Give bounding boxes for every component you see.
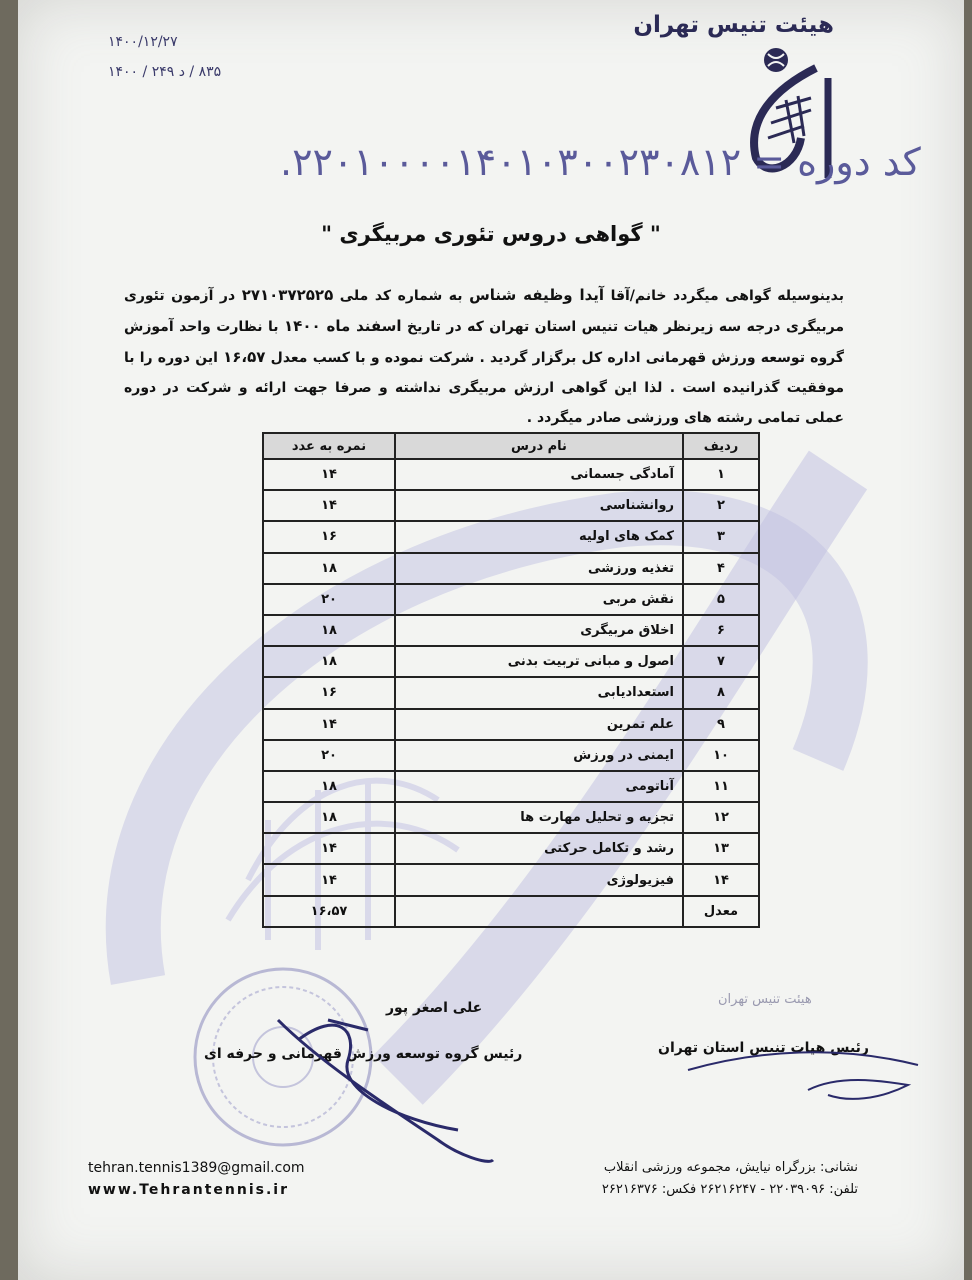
right-signer-title: رئیس هیات تنیس استان تهران <box>658 1040 869 1056</box>
table-row <box>263 490 759 521</box>
row-number: ۹ <box>683 709 759 740</box>
table-row <box>263 802 759 833</box>
course-score: ۱۴ <box>263 459 395 490</box>
row-number: ۸ <box>683 677 759 708</box>
course-score: ۱۴ <box>263 490 395 521</box>
row-number: ۱ <box>683 459 759 490</box>
course-score: ۱۴ <box>263 709 395 740</box>
left-signer-name: علی اصغر پور <box>386 1000 483 1016</box>
course-name: نقش مربی <box>395 584 683 615</box>
row-number: ۱۲ <box>683 802 759 833</box>
row-number: ۶ <box>683 615 759 646</box>
table-row <box>263 677 759 708</box>
table-row <box>263 459 759 490</box>
org-name: هیئت تنیس تهران <box>633 12 834 38</box>
course-name: آناتومی <box>395 771 683 802</box>
certificate-page <box>18 0 964 1280</box>
row-number: ۱۰ <box>683 740 759 771</box>
course-score: ۱۸ <box>263 802 395 833</box>
col-header-course: نام درس <box>395 433 683 459</box>
course-name: روانشناسی <box>395 490 683 521</box>
col-header-row-number: ردیف <box>683 433 759 459</box>
course-name: اخلاق مربیگری <box>395 615 683 646</box>
grades-table <box>262 432 760 928</box>
course-name: تجزیه و تحلیل مهارت ها <box>395 802 683 833</box>
table-row <box>263 584 759 615</box>
body-text-5: این دوره را با موفقیت گذرانیده است . لذا این گواهی ارزش مربیگری نداشته و صرفا جهت ارائه و شرکت در دوره عملی تمامی رشته های ورزشی صادر میگردد . <box>124 350 844 426</box>
right-signature <box>678 1040 938 1110</box>
course-code-handwritten: کد دوره = ۲۲۰۱۰۰۰۰۱۴۰۱۰۳۰۰۲۳۰۸۱۲. <box>280 140 921 184</box>
table-row <box>263 709 759 740</box>
certificate-body <box>124 280 844 433</box>
certificate-title: " گواهی دروس تئوری مربیگری " <box>321 222 661 246</box>
course-name: اصول و مبانی تربیت بدنی <box>395 646 683 677</box>
course-name: ایمنی در ورزش <box>395 740 683 771</box>
row-number: ۳ <box>683 521 759 552</box>
row-number: ۵ <box>683 584 759 615</box>
contact-email: tehran.tennis1389@gmail.com <box>88 1160 305 1176</box>
row-number: ۷ <box>683 646 759 677</box>
row-number: ۱۴ <box>683 864 759 895</box>
average-value: ۱۶،۵۷ <box>263 896 395 927</box>
average-score: ۱۶،۵۷ <box>223 348 266 366</box>
table-header-row <box>263 433 759 459</box>
national-id: ۲۷۱۰۳۷۲۵۲۵ <box>241 286 334 304</box>
course-name: فیزیولوژی <box>395 864 683 895</box>
course-score: ۱۴ <box>263 864 395 895</box>
table-row <box>263 521 759 552</box>
table-row <box>263 553 759 584</box>
course-name: علم تمرین <box>395 709 683 740</box>
course-score: ۱۶ <box>263 677 395 708</box>
body-text-1: بدینوسیله گواهی میگردد خانم/آقا <box>604 288 845 304</box>
letter-number: ۸۳۵ / د ۲۴۹ / ۱۴۰۰ <box>108 64 222 80</box>
letter-date: ۱۴۰۰/۱۲/۲۷ <box>108 34 178 50</box>
course-name: کمک های اولیه <box>395 521 683 552</box>
course-score: ۱۸ <box>263 553 395 584</box>
table-row <box>263 771 759 802</box>
course-score: ۱۸ <box>263 771 395 802</box>
left-signature <box>258 1000 508 1170</box>
body-text-3: در آزمون تئوری مربیگری درجه سه زیرنظر هیات تنیس استان تهران که در تاریخ <box>124 288 844 335</box>
table-row <box>263 833 759 864</box>
phone-fax: تلفن: ۲۲۰۳۹۰۹۶ - ۲۶۲۱۶۲۴۷ فکس: ۲۶۲۱۶۳۷۶ <box>601 1182 858 1197</box>
col-header-score: نمره به عدد <box>263 433 395 459</box>
course-name: استعدادیابی <box>395 677 683 708</box>
average-empty-cell <box>395 896 683 927</box>
table-row <box>263 864 759 895</box>
row-number: ۲ <box>683 490 759 521</box>
course-score: ۲۰ <box>263 584 395 615</box>
course-score: ۱۸ <box>263 646 395 677</box>
recipient-name: آیدا وظیفه شناس <box>469 286 605 304</box>
body-text-4: با نظارت واحد آموزش گروه توسعه ورزش قهرمانی اداره کل برگزار گردید . شرکت نموده و با کسب معدل <box>124 319 844 366</box>
course-score: ۱۸ <box>263 615 395 646</box>
course-name: رشد و تکامل حرکتی <box>395 833 683 864</box>
course-name: تغذیه ورزشی <box>395 553 683 584</box>
right-stamp-text: هیئت تنیس تهران <box>718 992 812 1007</box>
exam-date: اسفند ماه ۱۴۰۰ <box>284 317 402 335</box>
row-number: ۱۳ <box>683 833 759 864</box>
average-row <box>263 896 759 927</box>
address: نشانی: بزرگراه نیایش، مجموعه ورزشی انقلاب <box>603 1160 858 1175</box>
table-row <box>263 740 759 771</box>
left-signer-title: رئیس گروه توسعه ورزش قهرمانی و حرفه ای <box>204 1046 523 1062</box>
website: www.Tehrantennis.ir <box>88 1182 289 1198</box>
row-number: ۱۱ <box>683 771 759 802</box>
course-score: ۲۰ <box>263 740 395 771</box>
average-label: معدل <box>683 896 759 927</box>
course-score: ۱۴ <box>263 833 395 864</box>
table-row <box>263 615 759 646</box>
body-text-2: به شماره کد ملی <box>333 288 470 304</box>
row-number: ۴ <box>683 553 759 584</box>
course-score: ۱۶ <box>263 521 395 552</box>
table-row <box>263 646 759 677</box>
course-name: آمادگی جسمانی <box>395 459 683 490</box>
